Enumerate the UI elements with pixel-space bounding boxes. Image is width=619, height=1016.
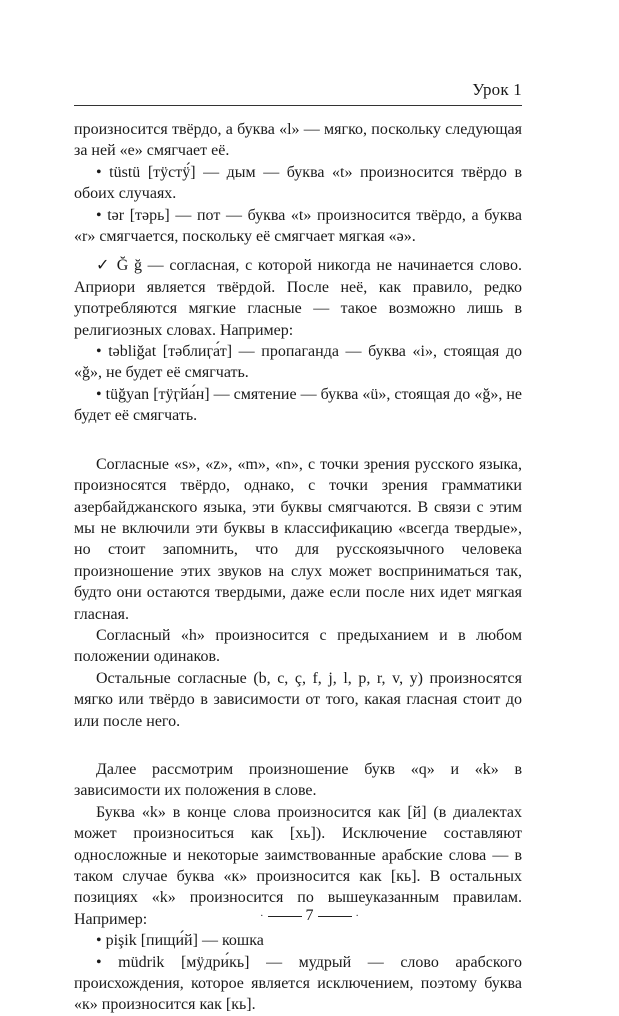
- paragraph-other-consonants: Остальные согласные (b, c, ç, f, j, l, p, r, v, y) произносятся мягко или твёрдо в зависимости от того, какая гласная стоит до или после него.: [74, 669, 522, 730]
- example-tebligat: • təbliğat [тәблиӷа́т] — пропаганда — буква «i», стоящая до «ğ», не будет её смягчать.: [74, 343, 522, 382]
- paragraph-continuation: произносится твёрдо, а буква «l» — мягко, поскольку следующая за ней «е» смягчает её.: [74, 121, 522, 160]
- paragraph-q-k-intro: Далее рассмотрим произношение букв «q» и «k» в зависимости их положения в слове.: [74, 760, 522, 800]
- example-pisik: • pişik [пищи́й] — кошка: [96, 932, 264, 950]
- folio-rule-left: [268, 916, 302, 917]
- folio-dot-left-icon: ·: [260, 910, 264, 922]
- running-head: Урок 1: [472, 80, 522, 99]
- example-mudrik: • müdrik [мӱдри́кь] — мудрый — слово арабского происхождения, которое является исключением, поэтому буква «к» произносится как [кь].: [74, 953, 522, 1014]
- paragraph-s-z-m-n: Согласные «s», «z», «m», «n», с точки зрения русского языка, произносятся твёрдо, однако, с точки зрения грамматики азербайджанского языка, эти буквы смягчаются. В связи с этим мы не включили эти буквы в классификацию «всегда твердые», но стоит запомнить, что для русскоязычного человека произношение этих звуков на слух может восприниматься так, будто они остаются твердыми, даже если после них идет мягкая гласная.: [74, 455, 522, 623]
- page-number-footer: [0, 907, 619, 925]
- page-number: 7: [305, 907, 314, 924]
- header-rule: [74, 105, 522, 106]
- paragraph-letter-k: Буква «k» в конце слова произносится как [й] (в диалектах может произноситься как [хь]). Исключение составляют односложные и некоторые заимствованные арабские слова — в таком случае буква «к» произносится как [кь]. В остальных позициях «k» произносится по вышеуказанным правилам. Например:: [74, 803, 522, 928]
- folio-rule-right: [318, 916, 352, 917]
- paragraph-h: Согласный «h» произносится с предыханием и в любом положении одинаков.: [74, 626, 522, 666]
- example-ter: • tər [тәрь] — пот — буква «t» произносится твёрдо, а буква «r» смягчается, поскольку её смягчает мягкая «ə».: [74, 206, 522, 246]
- body-text: [74, 119, 522, 1016]
- example-tustu: • tüstü [тӱстӱ́] — дым — буква «t» произносится твёрдо в обоих случаях.: [74, 163, 522, 203]
- example-tugyan: • tüğyan [тӱӷйа́н] — смятение — буква «ü», стоящая до «ğ», не будет её смягчать.: [74, 385, 522, 425]
- letter-g-breve-rule: ✓ Ğ ğ — согласная, с которой никогда не начинается слово. Априори является твёрдой. После неё, как правило, редко употребляются мягкие гласные — такое возможно лишь в религиозных словах. Например:: [74, 257, 522, 339]
- folio-dot-right-icon: ·: [355, 910, 359, 922]
